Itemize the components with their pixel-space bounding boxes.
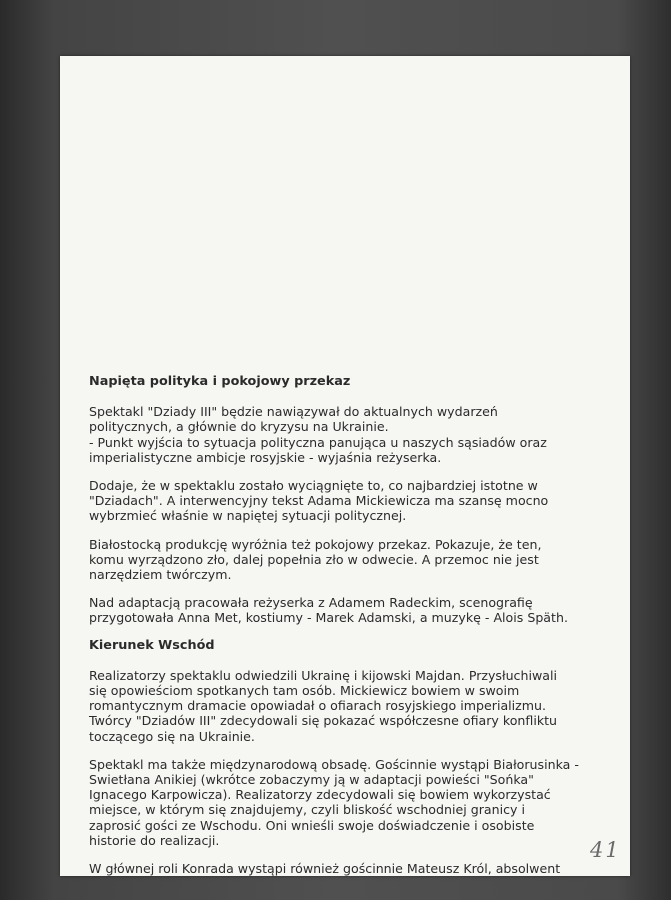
paragraph: W głównej roli Konrada wystąpi również gościnnie Mateusz Król, absolwent <box>89 861 561 877</box>
section-heading-politics: Napięta polityka i pokojowy przekaz <box>89 374 351 389</box>
paragraph: Realizatorzy spektaklu odwiedzili Ukrainę i kijowski Majdan. Przysłuchiwali się opowieściom spotkanych tam osób. Mickiewicz bowiem w swoim romantycznym dramacie opowiadał o ofiarach rosyjskiego imperializmu. Twórcy "Dziadów III" zdecydowali się pokazać współczesne ofiary konfliktu toczącego się na Ukrainie. <box>89 667 558 744</box>
paragraph: Nad adaptacją pracowała reżyserka z Adamem Radeckim, scenografię przygotowała Anna Met, kostiumy - Marek Adamski, a muzykę - Alois Späth. <box>89 595 568 626</box>
section-heading-east: Kierunek Wschód <box>89 637 215 653</box>
paragraph: Białostocką produkcję wyróżnia też pokojowy przekaz. Pokazuje, że ten, komu wyrządzono zło, dalej popełnia zło w odwecie. A przemoc nie jest narzędziem twórczym. <box>89 536 542 583</box>
paragraph: Spektakl "Dziady III" będzie nawiązywał do aktualnych wydarzeń politycznych, a głównie do kryzysu na Ukrainie. - Punkt wyjścia to sytuacja polityczna panująca u naszych sąsiadów oraz imperialistyczne ambicje rosyjskie - wyjaśnia reżyserka. <box>89 404 547 465</box>
handwritten-page-number: 41 <box>590 838 621 862</box>
paragraph: Dodaje, że w spektaklu zostało wyciągnięte to, co najbardziej istotne w "Dziadach". A interwencyjny tekst Adama Mickiewicza ma szansę mocno wybrzmieć właśnie w napiętej sytuacji politycznej. <box>89 478 549 524</box>
paragraph: Spektakl ma także międzynarodową obsadę. Gościnnie wystąpi Białorusinka - Swietłana Anikiej (wkrótce zobaczymy ją w adaptacji powieści "Sońka" Ignacego Karpowicza). Realizatorzy zdecydowali się bowiem wykorzystać miejsce, w którym się znajdujemy, czyli bliskość wschodniej granicy i zaprosić gości ze Wschodu. Oni wnieśli swoje doświadczenie i osobiste historie do realizacji. <box>89 756 579 848</box>
document-body <box>89 374 589 889</box>
